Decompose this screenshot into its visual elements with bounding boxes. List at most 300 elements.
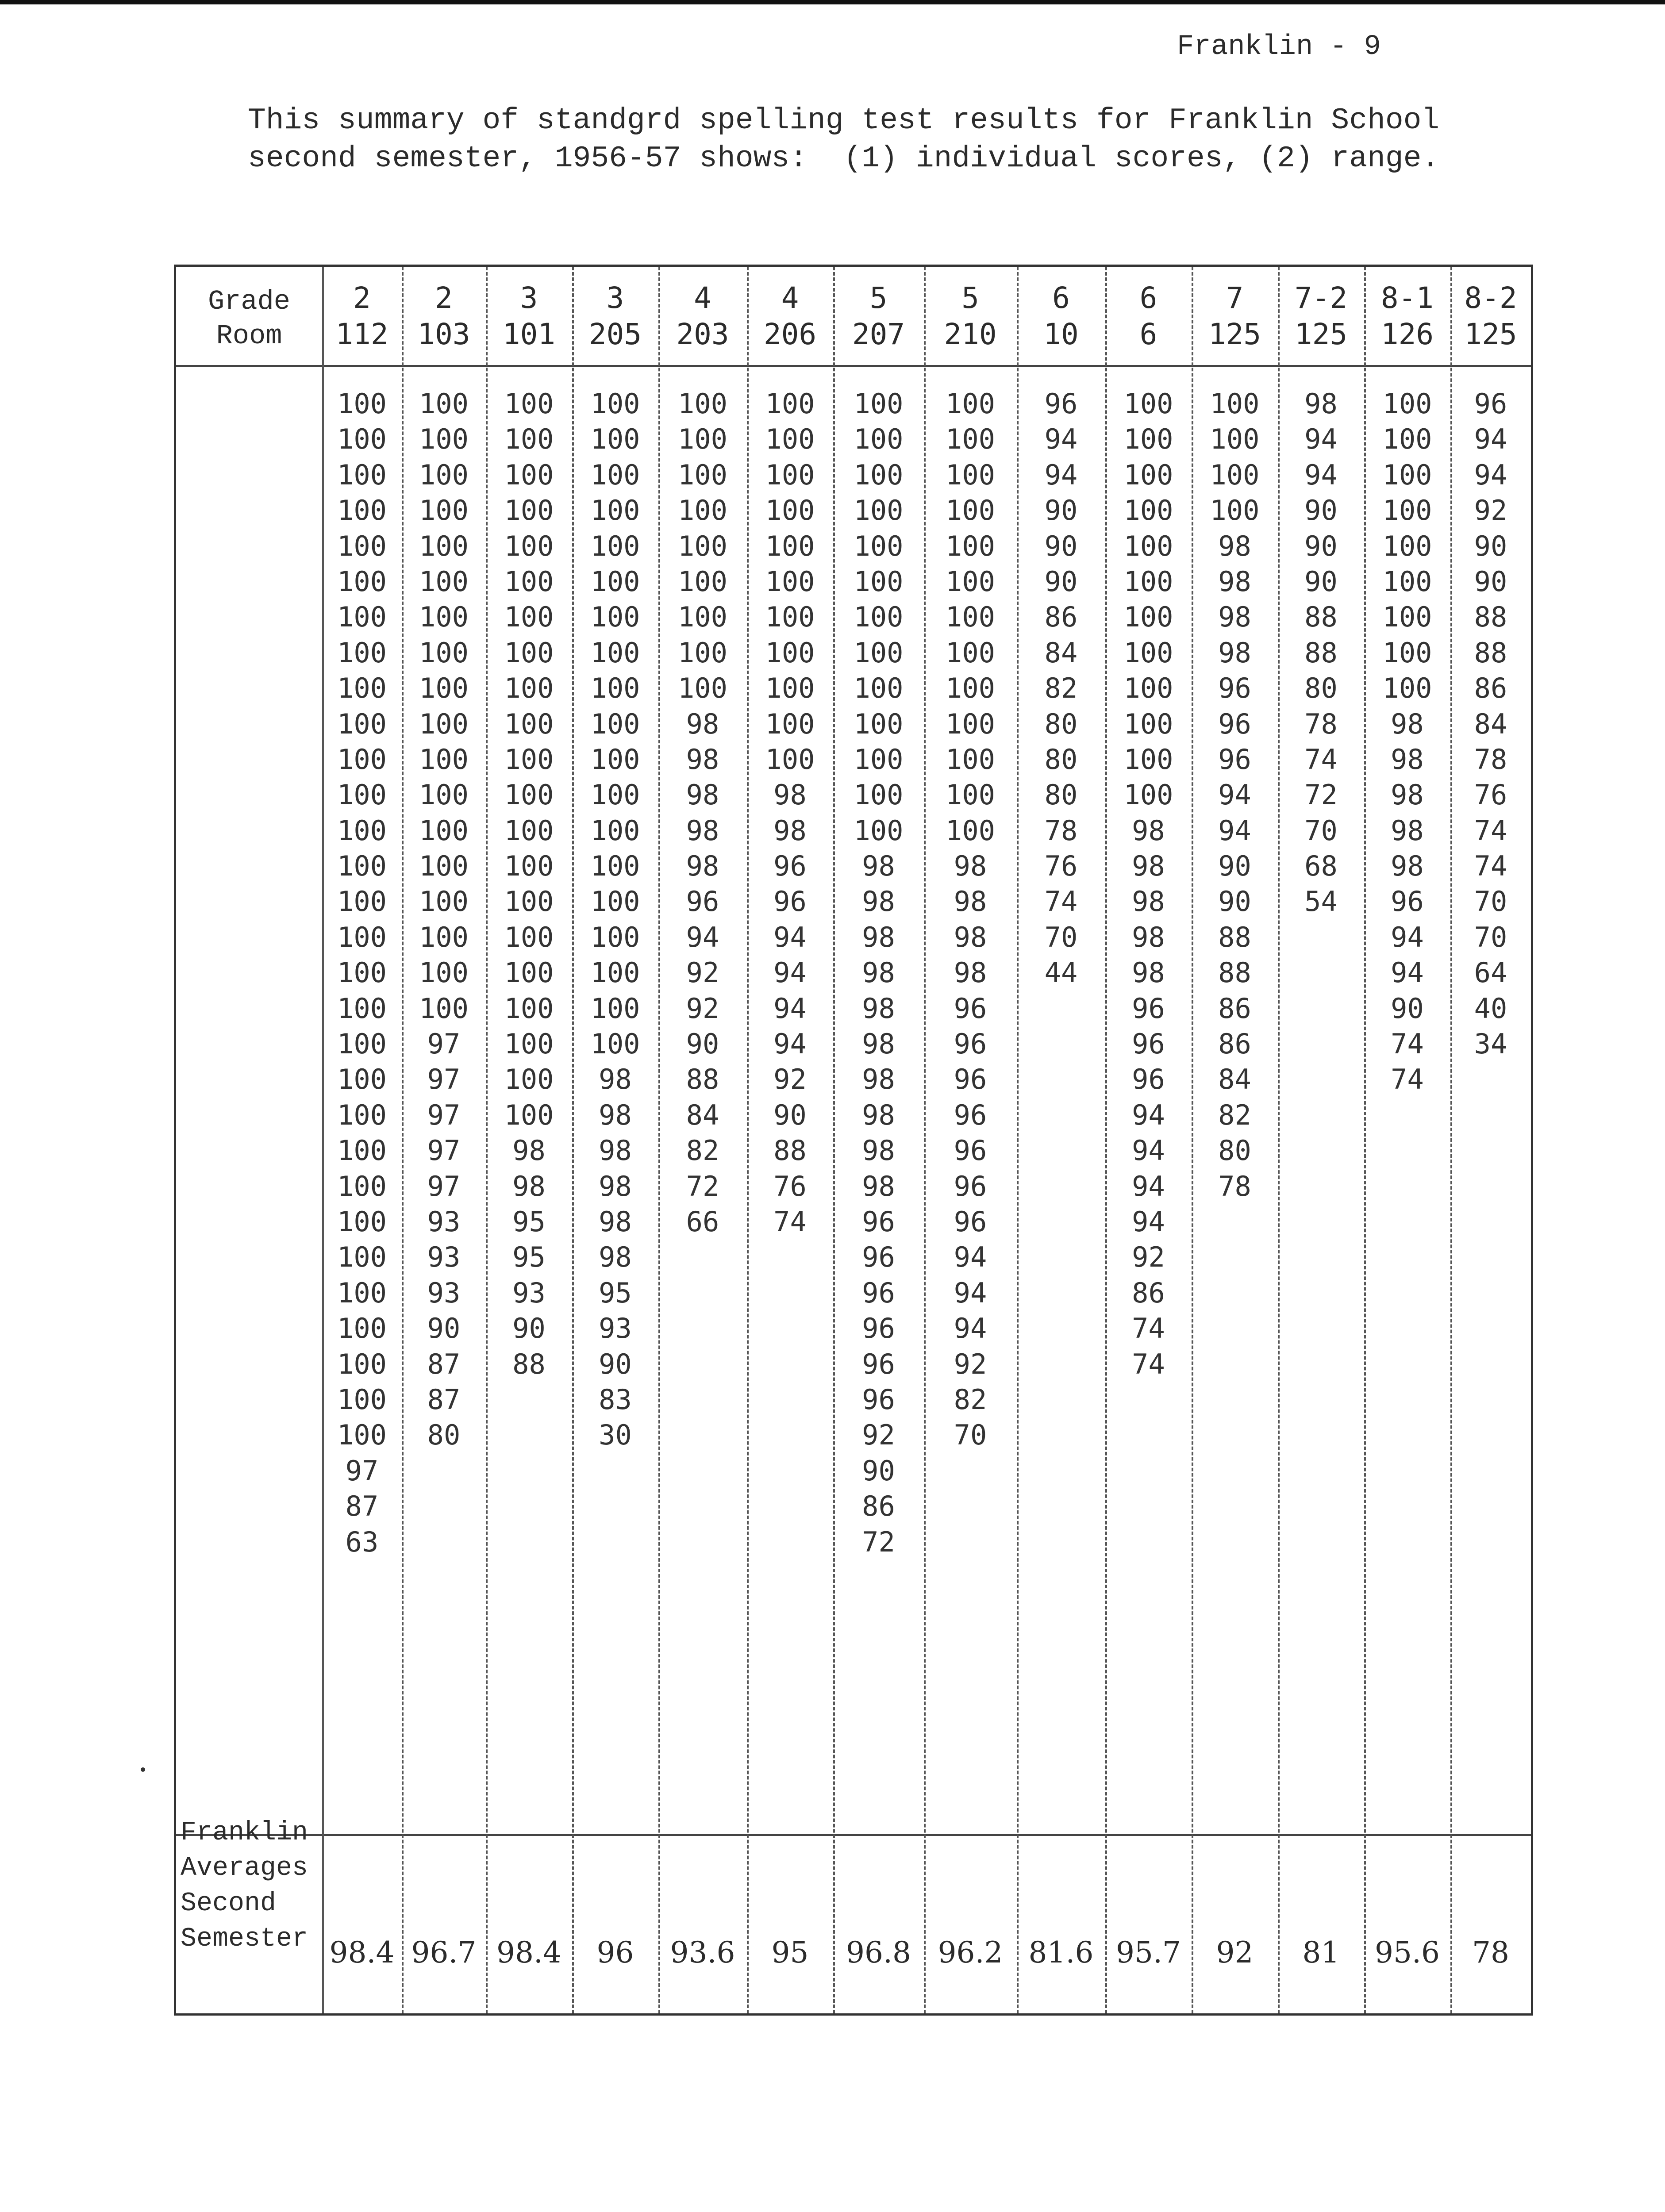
score-cell: 98 [686,779,719,811]
column-grade: 8-2 [1464,281,1517,315]
score-column [1364,386,1450,1098]
score-cell: 100 [337,1063,387,1096]
score-cell: 87 [427,1348,461,1380]
score-cell: 70 [1474,921,1507,953]
score-cell: 98 [862,850,895,883]
score-cell: 90 [1304,530,1338,562]
column-grade: 7 [1226,281,1244,315]
score-cell: 98 [862,956,895,989]
score-cell: 80 [1044,779,1078,811]
footer-divider [176,1834,1531,1836]
heading-line-2: second semester, 1956-57 shows: (1) individual scores, (2) range. [248,142,1440,176]
column-grade: 2 [435,281,453,315]
score-cell: 92 [686,992,719,1025]
page-top-edge [0,0,1665,4]
score-cell: 95 [599,1276,632,1309]
score-cell: 94 [773,1028,807,1060]
score-cell: 100 [1123,636,1173,669]
score-cell: 82 [686,1134,719,1167]
score-cell: 100 [504,601,554,634]
score-column [1192,386,1278,1204]
score-cell: 100 [1210,388,1260,420]
score-cell: 98 [1391,850,1424,883]
score-cell: 100 [337,672,387,705]
score-cell: 100 [1382,565,1432,598]
column-header [1450,280,1531,353]
header-divider [176,365,1531,367]
column-room: 205 [588,317,642,351]
score-cell: 100 [1382,530,1432,562]
score-cell: 98 [1391,743,1424,776]
score-cell: 96 [1044,388,1078,420]
score-cell: 94 [1391,921,1424,953]
score-cell: 84 [1044,636,1078,669]
score-cell: 98 [1391,779,1424,811]
score-cell: 100 [419,921,469,953]
score-cell: 100 [590,530,640,562]
score-cell: 96 [686,885,719,918]
score-cell: 100 [590,494,640,527]
score-cell: 100 [504,636,554,669]
score-cell: 100 [504,814,554,847]
score-cell: 100 [590,885,640,918]
score-cell: 100 [765,388,815,420]
score-cell: 100 [504,423,554,456]
score-cell: 100 [504,388,554,420]
score-cell: 100 [337,1098,387,1131]
column-header [1105,280,1192,353]
column-room: 203 [676,317,729,351]
score-cell: 98 [954,921,987,953]
score-cell: 98 [1132,956,1165,989]
score-cell: 98 [1391,814,1424,847]
score-cell: 94 [773,992,807,1025]
score-cell: 98 [862,885,895,918]
score-cell: 100 [946,388,995,420]
score-cell: 100 [946,743,995,776]
column-room: 206 [763,317,817,351]
score-cell: 100 [1123,423,1173,456]
score-cell: 100 [337,388,387,420]
score-cell: 100 [590,388,640,420]
score-cell: 100 [854,601,904,634]
score-cell: 72 [1304,779,1338,811]
score-cell: 84 [1474,707,1507,740]
score-cell: 100 [419,530,469,562]
score-cell: 94 [1474,458,1507,491]
column-grade: 4 [694,281,711,315]
score-column [572,386,658,1453]
score-cell: 80 [1044,743,1078,776]
score-cell: 94 [1304,423,1338,456]
score-cell: 98 [1218,636,1251,669]
score-cell: 100 [1382,494,1432,527]
score-cell: 88 [1218,921,1251,953]
score-cell: 98 [862,1028,895,1060]
score-cell: 100 [337,1419,387,1452]
column-grade: 3 [606,281,624,315]
score-cell: 100 [419,743,469,776]
score-cell: 96 [862,1348,895,1380]
column-room: 125 [1294,317,1348,351]
column-grade: 6 [1139,281,1157,315]
score-cell: 94 [686,921,719,953]
column-average: 98.4 [329,1936,395,1970]
score-cell: 98 [1132,850,1165,883]
column-grade: 7-2 [1294,281,1348,315]
score-cell: 94 [1044,458,1078,491]
score-cell: 100 [946,707,995,740]
score-cell: 100 [678,458,727,491]
score-cell: 74 [1304,743,1338,776]
score-cell: 100 [678,565,727,598]
score-cell: 100 [419,672,469,705]
score-cell: 64 [1474,956,1507,989]
score-cell: 100 [765,494,815,527]
score-cell: 100 [337,1312,387,1345]
score-cell: 98 [599,1205,632,1238]
score-cell: 100 [765,601,815,634]
score-cell: 94 [954,1312,987,1345]
score-cell: 100 [946,423,995,456]
score-cell: 100 [590,779,640,811]
score-cell: 100 [504,1098,554,1131]
score-cell: 100 [765,458,815,491]
column-header [1192,280,1278,353]
score-cell: 97 [427,1028,461,1060]
column-room: 126 [1380,317,1434,351]
column-average: 92 [1216,1936,1254,1970]
score-cell: 30 [599,1419,632,1452]
column-room: 6 [1139,317,1157,351]
score-cell: 100 [337,423,387,456]
column-header [322,280,402,353]
score-cell: 74 [1391,1063,1424,1096]
score-cell: 74 [1132,1312,1165,1345]
score-cell: 90 [1044,494,1078,527]
score-cell: 100 [337,992,387,1025]
score-cell: 98 [862,1134,895,1167]
score-cell: 100 [337,743,387,776]
score-cell: 98 [512,1134,546,1167]
score-cell: 87 [345,1490,379,1523]
score-cell: 96 [954,1063,987,1096]
score-cell: 100 [590,458,640,491]
score-column [1105,386,1192,1382]
score-cell: 100 [854,636,904,669]
score-cell: 100 [946,458,995,491]
score-cell: 100 [946,779,995,811]
score-cell: 98 [1218,601,1251,634]
score-cell: 100 [590,743,640,776]
score-cell: 96 [1132,992,1165,1025]
score-cell: 63 [345,1525,379,1558]
score-cell: 86 [1132,1276,1165,1309]
score-cell: 100 [504,779,554,811]
column-header [1017,280,1105,353]
score-cell: 96 [862,1205,895,1238]
score-cell: 96 [1132,1028,1165,1060]
score-cell: 98 [599,1098,632,1131]
score-cell: 90 [1391,992,1424,1025]
score-cell: 100 [337,530,387,562]
score-cell: 72 [686,1170,719,1202]
score-cell: 100 [946,494,995,527]
score-cell: 100 [1123,743,1173,776]
score-cell: 70 [954,1419,987,1452]
score-cell: 92 [954,1348,987,1380]
score-cell: 100 [590,707,640,740]
column-header [486,280,572,353]
grade-room-header [176,284,322,353]
score-cell: 100 [946,565,995,598]
score-cell: 78 [1304,707,1338,740]
score-cell: 100 [504,921,554,953]
score-cell: 90 [1218,850,1251,883]
score-cell: 98 [954,850,987,883]
score-cell: 96 [862,1312,895,1345]
document-heading [248,102,1439,178]
score-cell: 100 [590,992,640,1025]
score-cell: 100 [419,458,469,491]
score-cell: 94 [1218,779,1251,811]
score-cell: 90 [862,1454,895,1487]
score-cell: 100 [765,530,815,562]
score-cell: 100 [337,1205,387,1238]
score-cell: 100 [1382,458,1432,491]
score-cell: 100 [337,814,387,847]
score-cell: 90 [1474,565,1507,598]
column-grade: 6 [1052,281,1070,315]
score-cell: 93 [427,1241,461,1274]
score-cell: 94 [1044,423,1078,456]
score-cell: 97 [345,1454,379,1487]
score-cell: 100 [854,707,904,740]
score-cell: 100 [337,956,387,989]
score-cell: 94 [1304,458,1338,491]
score-cell: 70 [1304,814,1338,847]
averages-label-line-3: Second [181,1889,277,1919]
score-column [833,386,924,1560]
score-cell: 98 [599,1170,632,1202]
column-average: 95.7 [1116,1936,1181,1970]
score-cell: 100 [678,636,727,669]
score-cell: 100 [419,850,469,883]
column-grade: 5 [869,281,888,315]
score-cell: 100 [504,672,554,705]
score-cell: 100 [337,1241,387,1274]
score-cell: 96 [1218,672,1251,705]
score-cell: 93 [599,1312,632,1345]
score-cell: 98 [512,1170,546,1202]
score-cell: 94 [1132,1170,1165,1202]
score-cell: 100 [1123,601,1173,634]
averages-label-line-4: Semester [181,1924,308,1954]
score-cell: 74 [1044,885,1078,918]
score-cell: 88 [512,1348,546,1380]
score-cell: 96 [1218,707,1251,740]
score-cell: 98 [599,1134,632,1167]
score-cell: 100 [1123,779,1173,811]
column-grade: 4 [781,281,799,315]
score-cell: 92 [862,1419,895,1452]
score-column [747,386,833,1240]
score-cell: 100 [337,565,387,598]
score-cell: 93 [427,1276,461,1309]
column-header [833,280,924,353]
score-cell: 98 [1218,565,1251,598]
score-cell: 88 [1218,956,1251,989]
room-header-label: Room [216,320,282,352]
column-grade: 5 [961,281,979,315]
score-cell: 100 [337,885,387,918]
score-cell: 80 [427,1419,461,1452]
score-cell: 100 [1123,565,1173,598]
column-header [658,280,747,353]
score-cell: 96 [1218,743,1251,776]
score-cell: 66 [686,1205,719,1238]
score-cell: 98 [954,885,987,918]
score-cell: 100 [765,672,815,705]
score-cell: 98 [1391,707,1424,740]
score-cell: 100 [504,1063,554,1096]
score-cell: 94 [1132,1134,1165,1167]
score-cell: 100 [337,636,387,669]
score-cell: 100 [504,458,554,491]
score-cell: 90 [1304,494,1338,527]
score-cell: 100 [419,565,469,598]
score-cell: 100 [854,672,904,705]
score-cell: 90 [512,1312,546,1345]
score-cell: 76 [1474,779,1507,811]
score-cell: 98 [1132,814,1165,847]
score-cell: 70 [1474,885,1507,918]
column-grade: 3 [520,281,538,315]
score-cell: 40 [1474,992,1507,1025]
score-cell: 94 [1132,1205,1165,1238]
score-cell: 74 [773,1205,807,1238]
score-cell: 100 [504,743,554,776]
column-room: 101 [502,317,556,351]
score-cell: 82 [1218,1098,1251,1131]
score-cell: 100 [337,1383,387,1416]
score-cell: 100 [504,530,554,562]
score-cell: 88 [686,1063,719,1096]
score-cell: 100 [946,672,995,705]
score-cell: 74 [1132,1348,1165,1380]
score-cell: 100 [854,530,904,562]
score-cell: 93 [512,1276,546,1309]
stray-mark [141,1767,145,1772]
score-cell: 100 [765,707,815,740]
score-cell: 100 [1382,601,1432,634]
score-cell: 34 [1474,1028,1507,1060]
score-cell: 100 [590,636,640,669]
score-cell: 84 [686,1098,719,1131]
score-cell: 90 [773,1098,807,1131]
column-grade: 8-1 [1380,281,1434,315]
score-cell: 100 [678,530,727,562]
score-cell: 100 [590,921,640,953]
score-cell: 98 [686,850,719,883]
score-cell: 100 [765,636,815,669]
score-column [402,386,486,1453]
score-cell: 96 [954,1098,987,1131]
score-cell: 100 [504,494,554,527]
column-average: 81.6 [1028,1936,1094,1970]
score-cell: 80 [1218,1134,1251,1167]
score-cell: 100 [590,1028,640,1060]
score-cell: 86 [862,1490,895,1523]
score-cell: 96 [862,1383,895,1416]
score-cell: 100 [1210,458,1260,491]
score-cell: 90 [1474,530,1507,562]
score-cell: 88 [1304,601,1338,634]
score-column [1278,386,1364,920]
column-average: 81 [1302,1936,1340,1970]
averages-row-label [181,1815,308,1957]
score-cell: 83 [599,1383,632,1416]
score-cell: 100 [419,885,469,918]
score-cell: 98 [773,814,807,847]
score-cell: 100 [337,707,387,740]
score-cell: 100 [765,423,815,456]
score-cell: 100 [1382,388,1432,420]
score-cell: 100 [946,814,995,847]
score-cell: 100 [765,743,815,776]
score-cell: 100 [337,1028,387,1060]
score-cell: 94 [1391,956,1424,989]
score-cell: 98 [686,814,719,847]
score-cell: 100 [590,956,640,989]
score-cell: 100 [337,1276,387,1309]
column-average: 98.4 [496,1936,561,1970]
column-header [402,280,486,353]
score-cell: 96 [954,1205,987,1238]
score-cell: 76 [1044,850,1078,883]
score-cell: 95 [512,1205,546,1238]
score-cell: 98 [773,779,807,811]
score-cell: 94 [773,921,807,953]
score-cell: 98 [862,1098,895,1131]
score-cell: 100 [337,601,387,634]
score-cell: 100 [946,530,995,562]
score-cell: 80 [1304,672,1338,705]
score-cell: 90 [599,1348,632,1380]
score-cell: 68 [1304,850,1338,883]
score-cell: 100 [1123,672,1173,705]
score-cell: 100 [337,1134,387,1167]
score-cell: 90 [686,1028,719,1060]
score-cell: 96 [954,1028,987,1060]
column-header [1278,280,1364,353]
grade-header-label: Grade [208,286,291,317]
score-cell: 100 [1210,423,1260,456]
column-average: 96.2 [938,1936,1003,1970]
score-cell: 100 [504,956,554,989]
score-cell: 86 [1218,992,1251,1025]
column-average: 96.7 [411,1936,477,1970]
score-cell: 100 [419,423,469,456]
score-cell: 100 [854,458,904,491]
score-cell: 97 [427,1063,461,1096]
score-cell: 100 [1123,388,1173,420]
score-cell: 96 [773,885,807,918]
score-cell: 92 [1132,1241,1165,1274]
column-average: 78 [1472,1936,1509,1970]
score-cell: 94 [954,1276,987,1309]
score-cell: 100 [854,814,904,847]
